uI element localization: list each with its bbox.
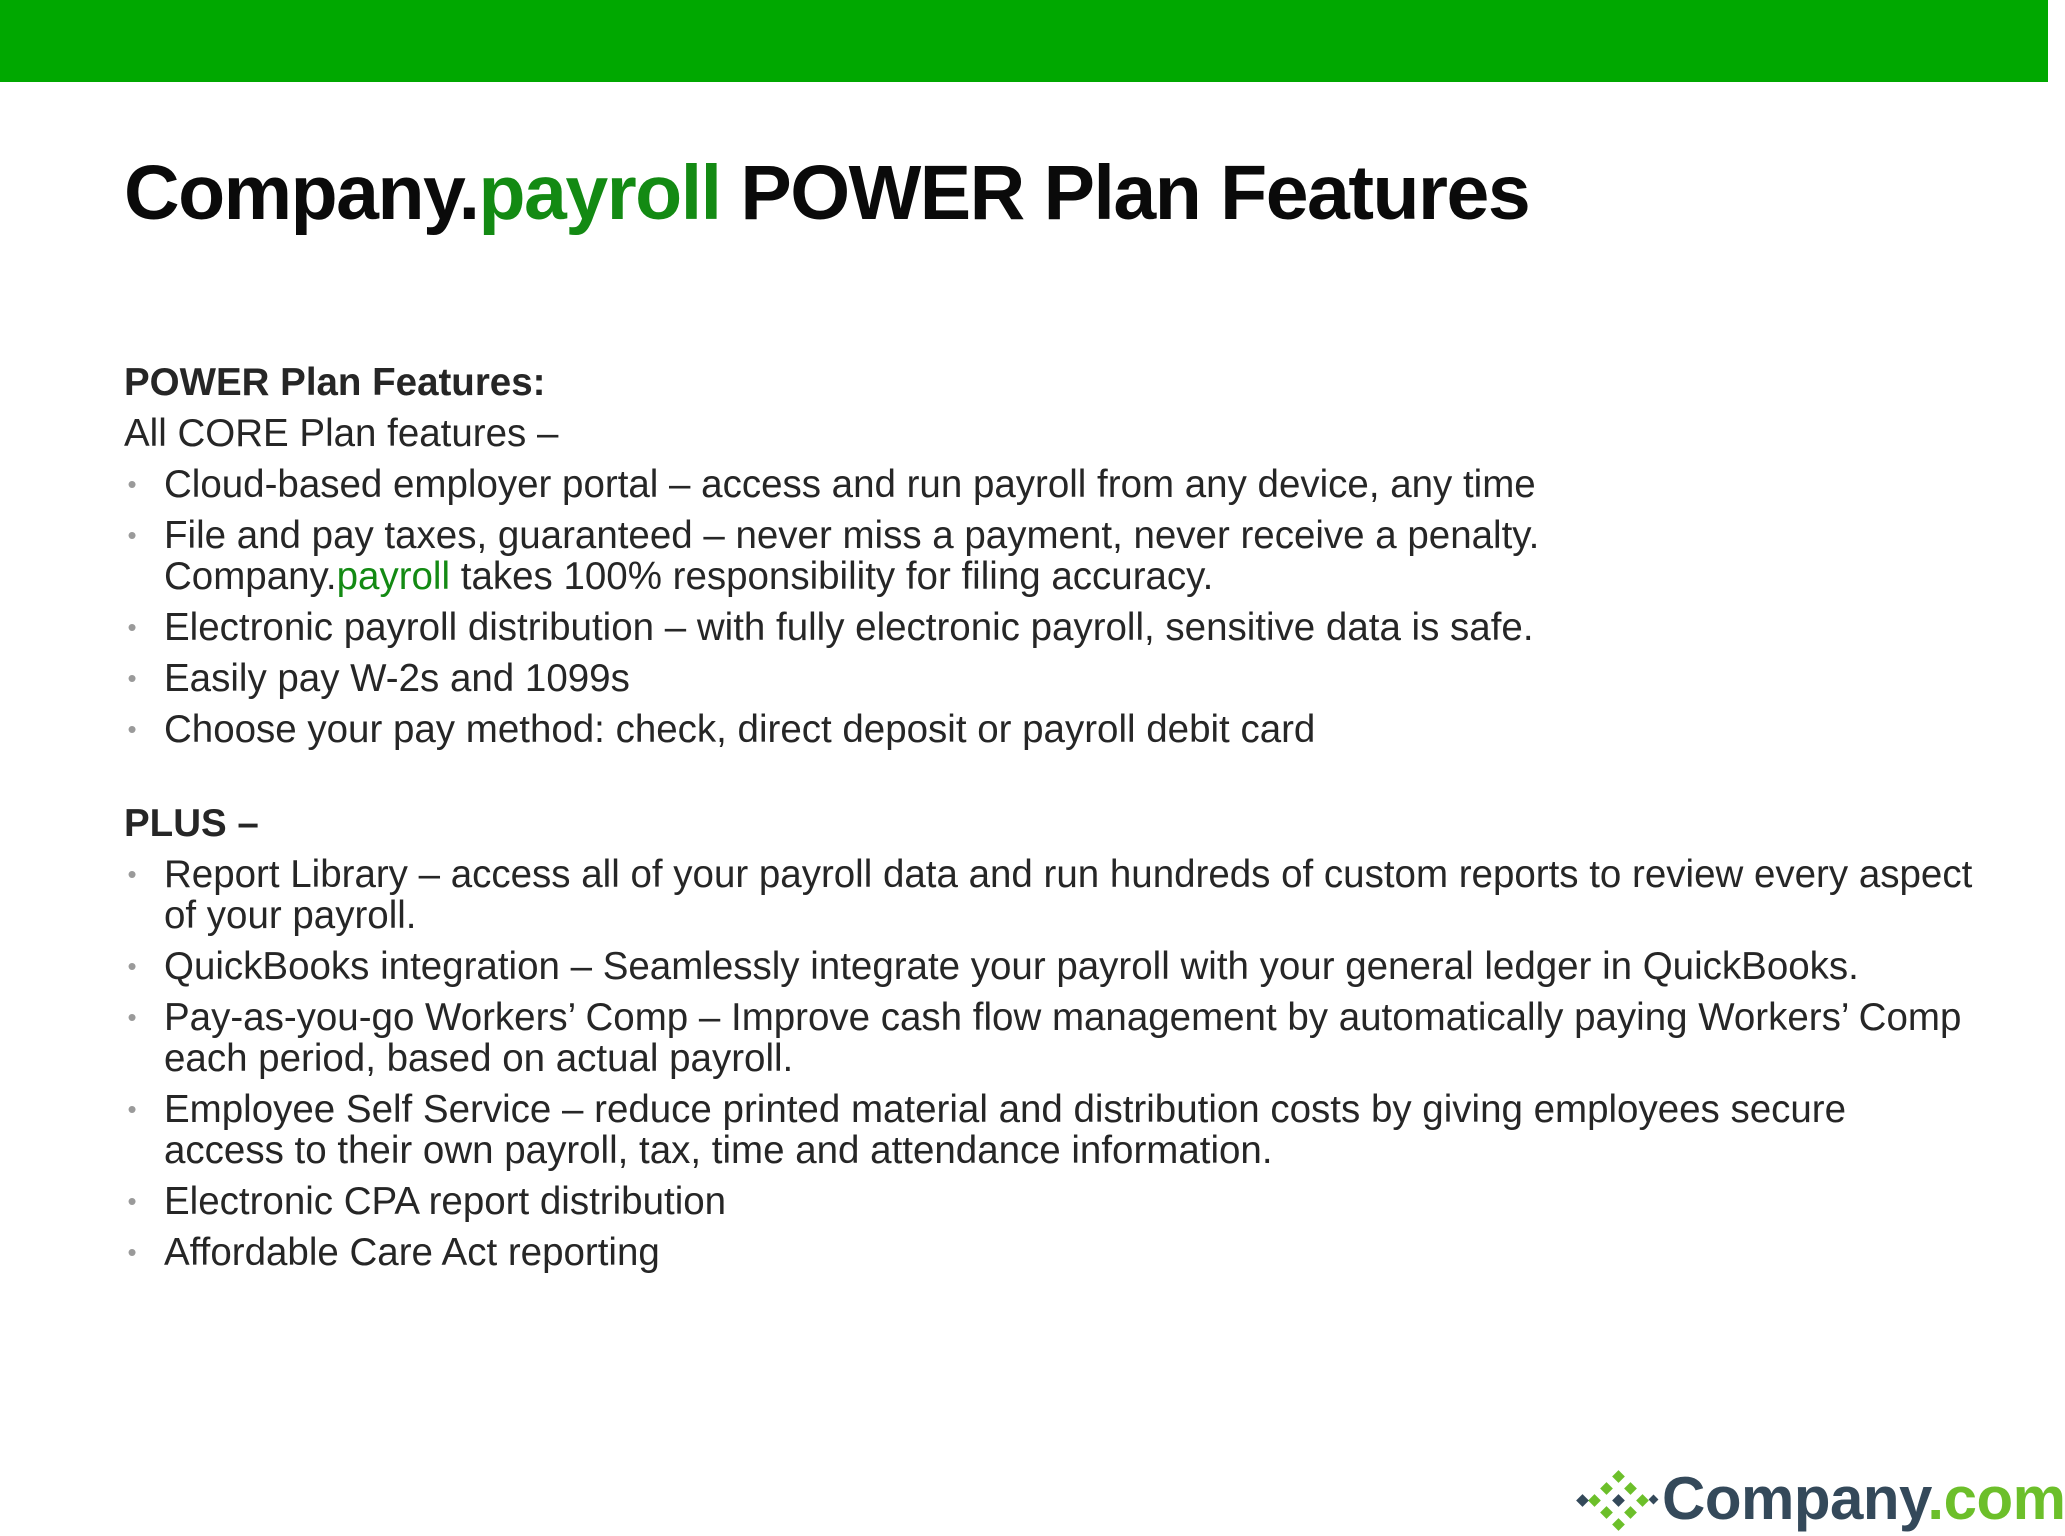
logo-suffix: .com <box>1927 1465 2065 1532</box>
list-item-text: Easily pay W-2s and 1099s <box>164 657 630 700</box>
list-item-text: Report Library – access all of your payroll data and run hundreds of custom reports to review every aspect of your payroll. <box>164 853 1973 937</box>
list-item-text: Pay-as-you-go Workers’ Comp – Improve cash flow management by automatically paying Workers’ Comp each period, based on actual payroll. <box>164 996 1962 1080</box>
list-item-text: Electronic payroll distribution – with fully electronic payroll, sensitive data is safe. <box>164 606 1534 649</box>
bullet-icon: • <box>127 859 137 889</box>
list-item-text: Affordable Care Act reporting <box>164 1231 660 1274</box>
slide-body <box>124 362 1974 1283</box>
page-title <box>124 150 1530 236</box>
logo-wordmark <box>1662 1464 2065 1534</box>
list-item <box>124 997 1974 1079</box>
bullet-icon: • <box>127 612 137 642</box>
list-item-company: Company. <box>164 555 337 598</box>
plus-section-heading: PLUS – <box>124 802 259 845</box>
list-item-text: File and pay taxes, guaranteed – never miss a payment, never receive a penalty. <box>164 514 1540 557</box>
top-accent-bar <box>0 0 2048 82</box>
list-item-suffix: takes 100% responsibility for filing accuracy. <box>450 555 1214 598</box>
list-item <box>124 607 1974 648</box>
list-item <box>124 1232 1974 1273</box>
section-spacer <box>124 760 1974 803</box>
list-item-text: Employee Self Service – reduce printed material and distribution costs by giving employees secure access to their own payroll, tax, time and attendance information. <box>164 1088 1847 1172</box>
list-item <box>124 854 1974 936</box>
bullet-icon: • <box>127 663 137 693</box>
title-company: Company. <box>124 150 479 236</box>
list-item-text: Electronic CPA report distribution <box>164 1180 727 1223</box>
list-item-payroll: payroll <box>336 555 451 598</box>
company-logo <box>1578 1464 2065 1534</box>
list-item <box>124 515 1974 597</box>
bullet-icon: • <box>127 714 137 744</box>
title-rest: POWER Plan Features <box>720 150 1530 236</box>
bullet-icon: • <box>127 469 137 499</box>
list-item <box>124 1181 1974 1222</box>
bullet-icon: • <box>127 951 137 981</box>
list-item-text: QuickBooks integration – Seamlessly integrate your payroll with your general ledger in QuickBooks. <box>164 945 1859 988</box>
diamond-pattern-icon <box>1578 1470 1658 1530</box>
list-item-text: Choose your pay method: check, direct deposit or payroll debit card <box>164 708 1316 751</box>
list-item <box>124 1089 1974 1171</box>
bullet-icon: • <box>127 1186 137 1216</box>
bullet-icon: • <box>127 520 137 550</box>
power-section-intro: All CORE Plan features – <box>124 412 559 455</box>
list-item <box>124 709 1974 750</box>
list-item-text: Cloud-based employer portal – access and run payroll from any device, any time <box>164 463 1536 506</box>
bullet-icon: • <box>127 1237 137 1267</box>
power-section-heading: POWER Plan Features: <box>124 361 546 404</box>
list-item <box>124 946 1974 987</box>
title-payroll: payroll <box>478 150 721 236</box>
logo-name: Company <box>1662 1465 1928 1532</box>
bullet-icon: • <box>127 1002 137 1032</box>
list-item <box>124 658 1974 699</box>
power-feature-list <box>124 464 1974 750</box>
bullet-icon: • <box>127 1094 137 1124</box>
plus-feature-list <box>124 854 1974 1273</box>
list-item <box>124 464 1974 505</box>
